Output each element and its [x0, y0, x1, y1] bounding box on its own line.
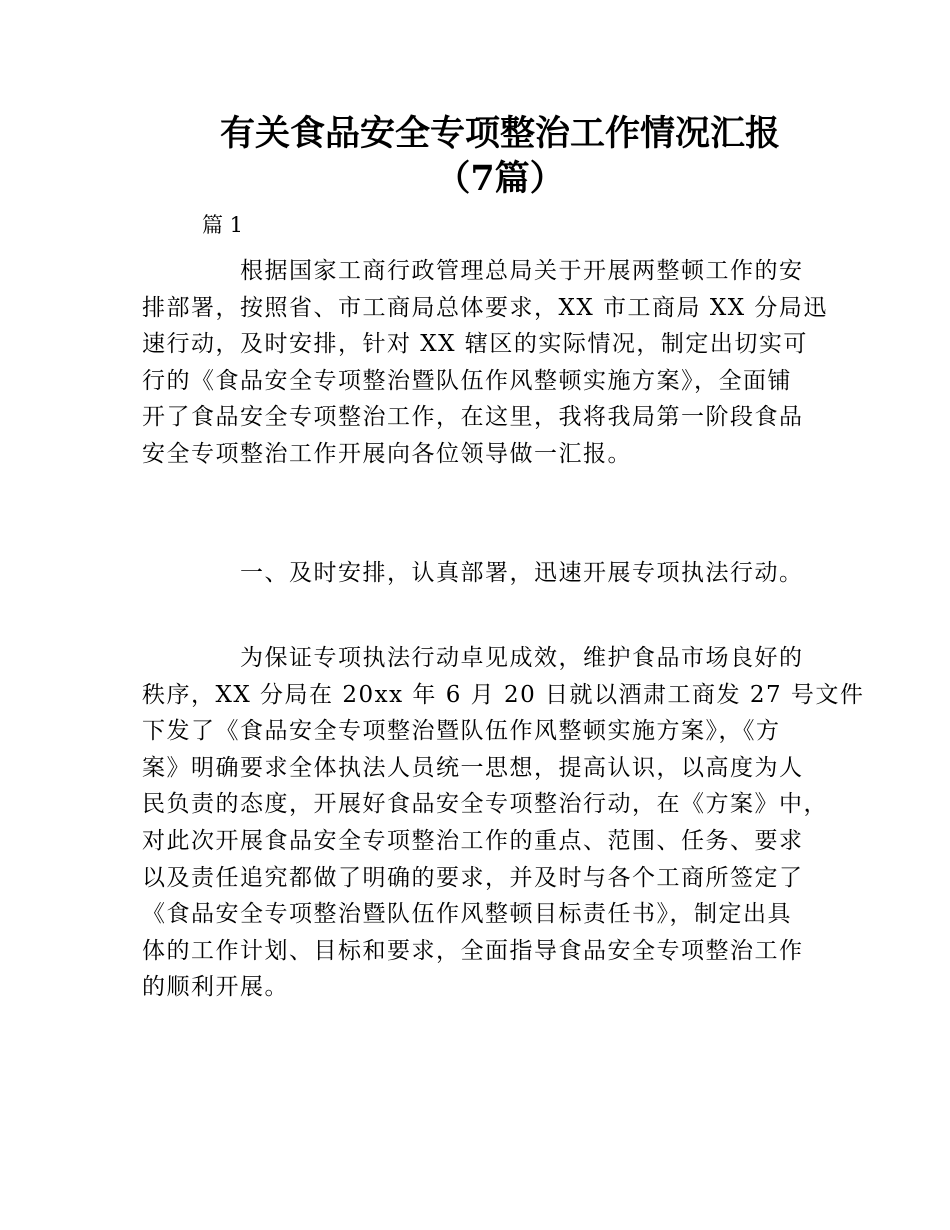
paragraph-line: 根据国家工商行政管理总局关于开展两整顿工作的安 [240, 258, 804, 284]
section-heading [142, 555, 822, 592]
paragraph-line: 下发了《食品安全专项整治暨队伍作风整顿实施方案》，《方 [142, 718, 781, 745]
heading-line: 一、及时安排，认真部署，迅速开展专项执法行动。 [240, 560, 804, 586]
paragraph-line: 开了食品安全专项整治工作，在这里，我将我局第一阶段食品 [142, 404, 804, 431]
paragraph-body [142, 640, 865, 1006]
paragraph-line: 的顺利开展。 [142, 974, 289, 1001]
paragraph-line: 《食品安全专项整治暨队伍作风整顿目标责任书》，制定出具 [142, 901, 792, 928]
paragraph-line: 民负责的态度，开展好食品安全专项整治行动，在《方案》中， [142, 791, 828, 818]
paragraph-line: 秩序，XX 分局在 20xx 年 6 月 20 日就以酒肃工商发 27 号文件 [142, 681, 865, 708]
paragraph-line: 以及责任追究都做了明确的要求，并及时与各个工商所签定了 [142, 864, 804, 891]
paragraph-line: 安全专项整治工作开展向各位领导做一汇报。 [142, 440, 632, 467]
paragraph-line: 速行动，及时安排，针对 XX 辖区的实际情况，制定出切实可 [142, 331, 808, 358]
paragraph-line: 行的《食品安全专项整治暨队伍作风整顿实施方案》，全面铺 [142, 367, 792, 394]
paragraph-line: 案》明确要求全体执法人员统一思想，提高认识，以高度为人 [142, 754, 804, 781]
section-label: 篇 1 [202, 213, 244, 237]
paragraph-line: 对此次开展食品安全专项整治工作的重点、范围、任务、要求 [142, 827, 804, 854]
document-title-subtitle: （7篇） [435, 158, 565, 199]
paragraph-line: 为保证专项执法行动卓见成效，维护食品市场良好的 [240, 645, 804, 671]
paragraph-line: 体的工作计划、目标和要求，全面指导食品安全专项整治工作 [142, 937, 804, 964]
paragraph-line: 排部署，按照省、市工商局总体要求，XX 市工商局 XX 分局迅 [142, 294, 828, 321]
paragraph-intro [142, 253, 828, 473]
document-title: 有关食品安全专项整治工作情况汇报 [219, 113, 780, 154]
